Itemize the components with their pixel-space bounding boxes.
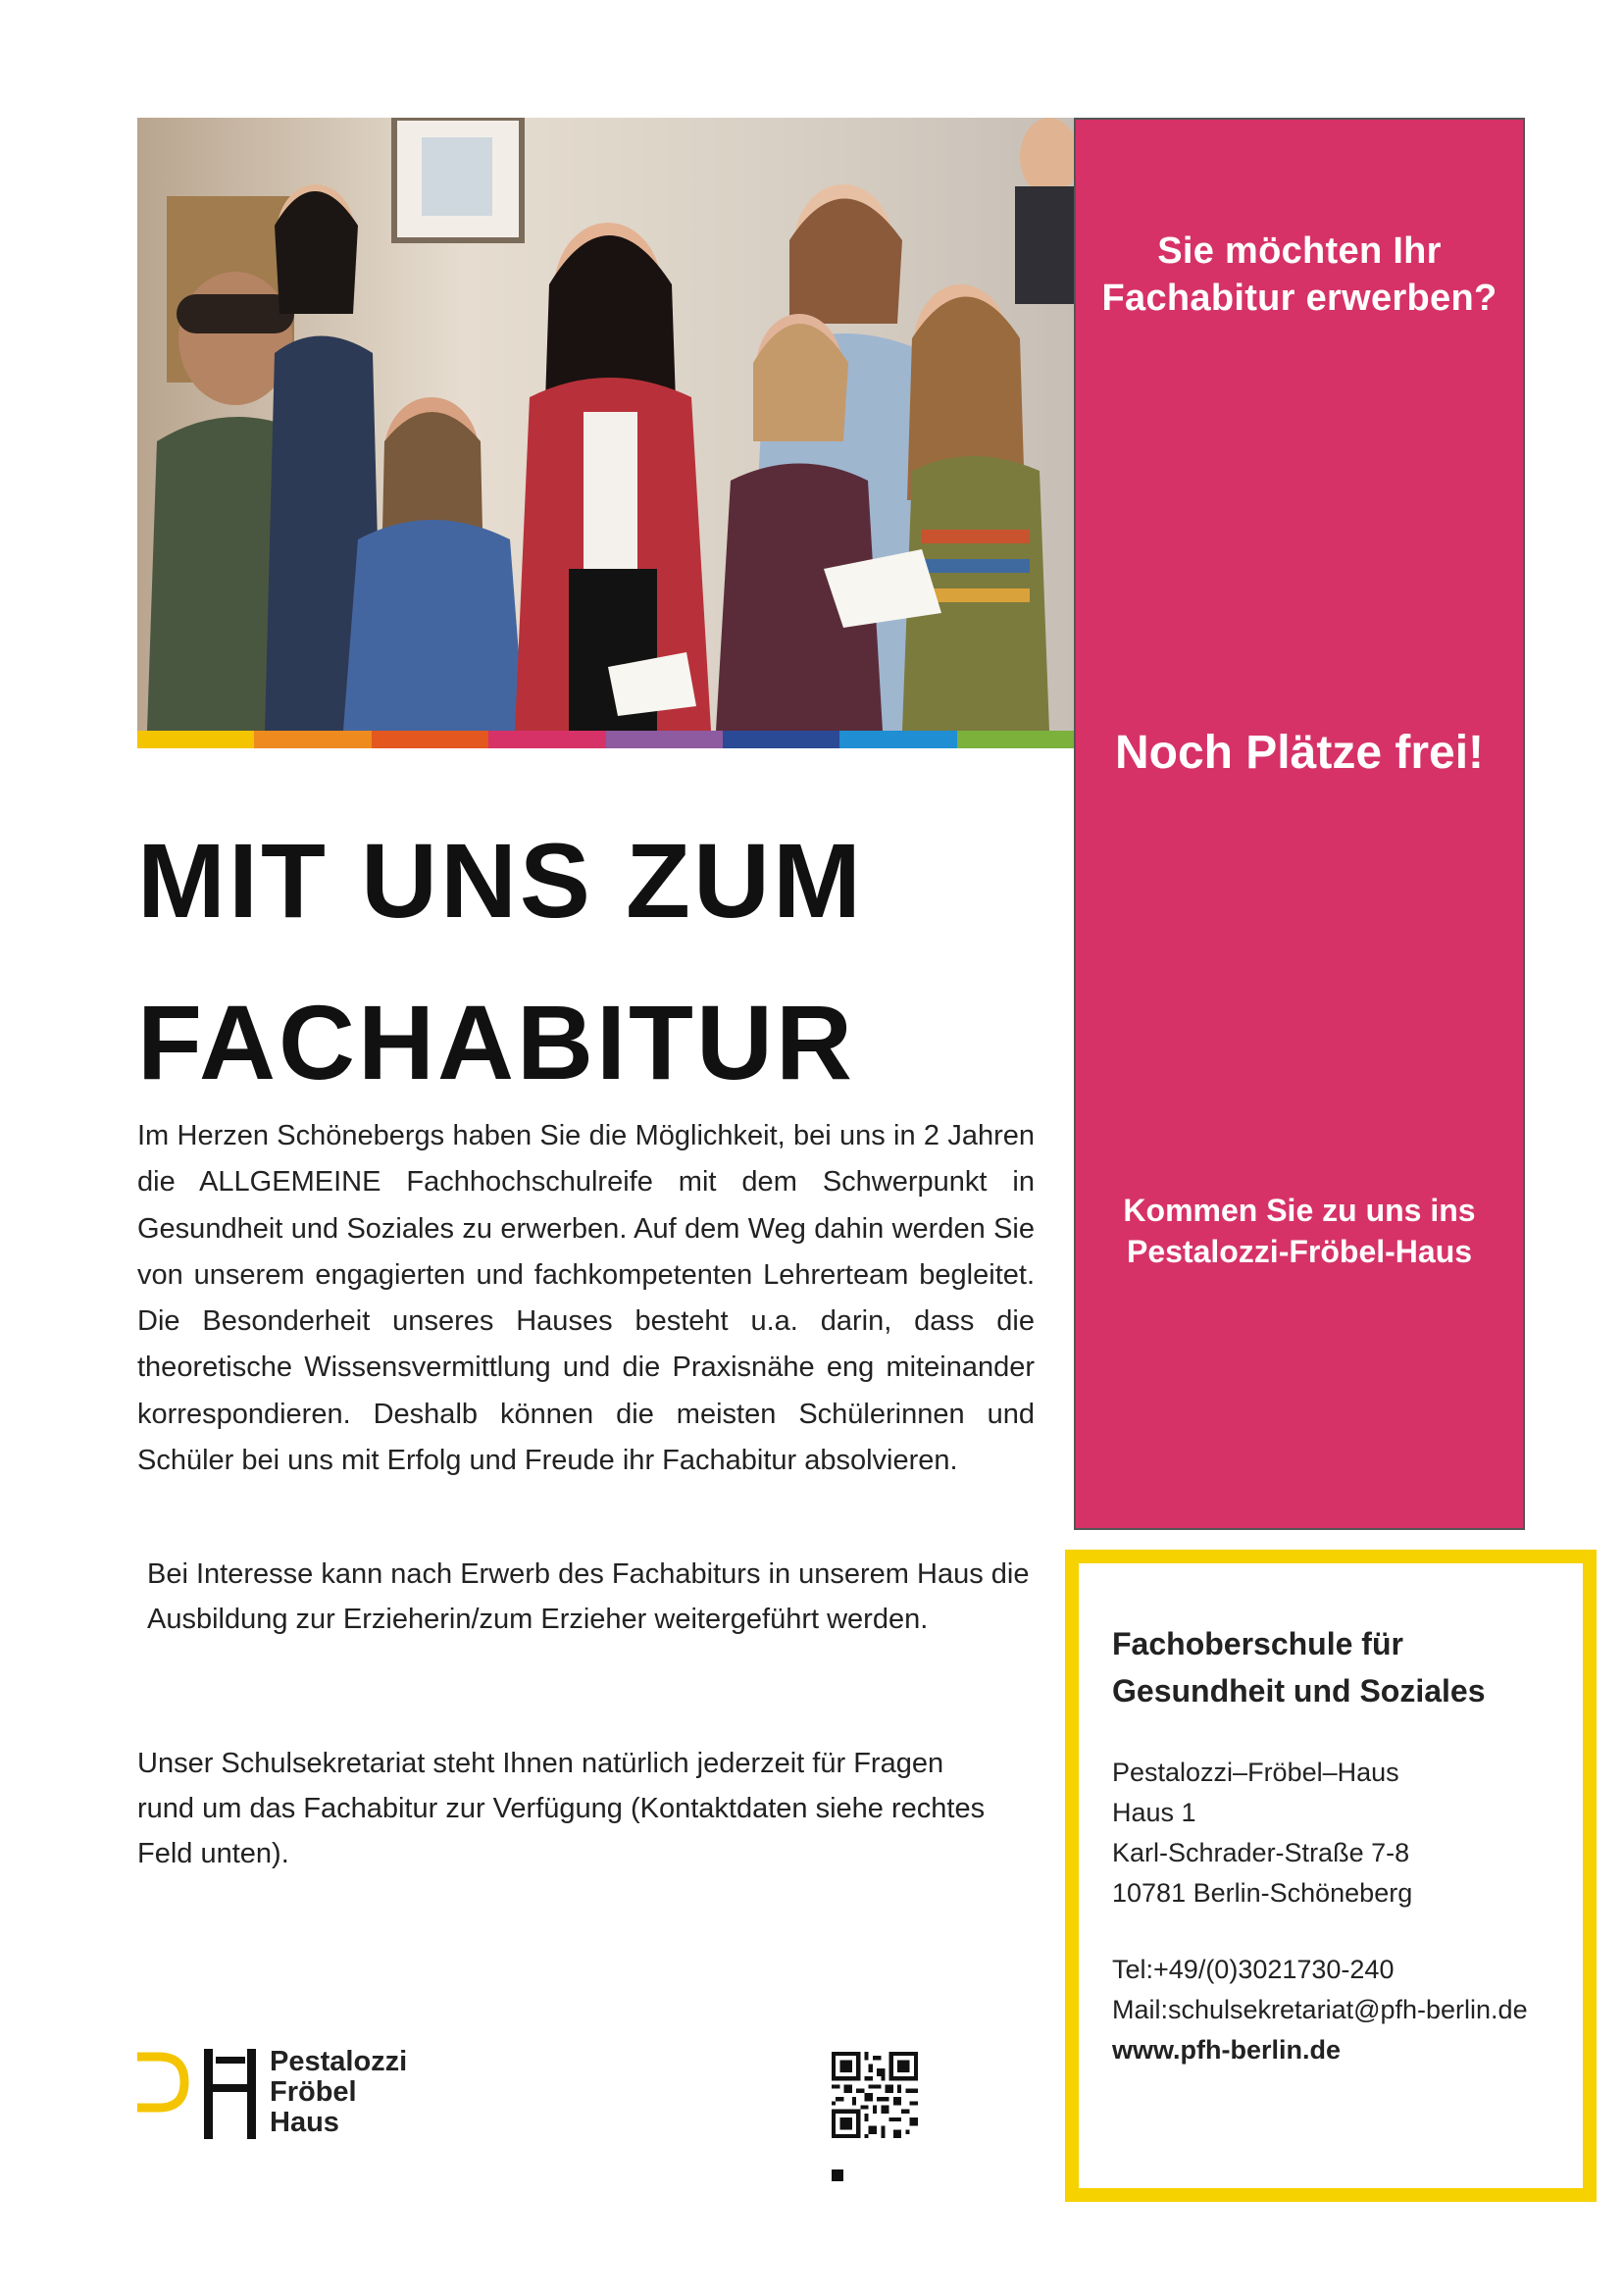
title-line: FACHABITUR [137, 983, 855, 1101]
phone-number: Tel:+49/(0)3021730-240 [1112, 1955, 1395, 1984]
address-line: 10781 Berlin-Schöneberg [1112, 1878, 1413, 1908]
color-segment [372, 731, 488, 748]
color-strip [137, 731, 1074, 748]
address-line: Karl-Schrader-Straße 7-8 [1112, 1838, 1410, 1867]
logo-wordmark-line: Fröbel [270, 2076, 357, 2108]
places-free-text: Noch Plätze frei! [1114, 727, 1485, 779]
color-segment [254, 731, 371, 748]
website-link[interactable]: www.pfh-berlin.de [1112, 2035, 1341, 2065]
postal-address [1112, 1753, 1412, 1913]
color-segment [137, 731, 254, 748]
panel-invitation-line: Pestalozzi-Fröbel-Haus [1126, 1234, 1473, 1269]
training-paragraph: Bei Interesse kann nach Erwerb des Fachabiturs in unserem Haus die Ausbildung zur Erzieherin/zum Erzieher weitergeführt werden. [147, 1558, 1030, 1635]
intro-paragraph: Im Herzen Schönebergs haben Sie die Möglichkeit, bei uns in 2 Jahren die ALLGEMEINE Fachhochschulreife mit dem Schwerpunkt in Gesundheit und Soziales zu erwerben. Auf dem Weg dahin werden Sie von unserem engagierten und fachkompetenten Lehrerteam begleitet. Die Besonderheit unseres Hauses besteht u.a. darin, dass die theoretische Wissensvermittlung und die Praxisnähe eng miteinander korrespondieren. Deshalb können die meisten Schülerinnen und Schüler bei uns mit Erfolg und Freude ihr Fachabitur absolvieren. [137, 1120, 1035, 1477]
logo-wordmark-line: Pestalozzi [270, 2046, 408, 2077]
school-name-line: Gesundheit und Soziales [1112, 1673, 1486, 1709]
color-segment [723, 731, 839, 748]
address-line: Haus 1 [1112, 1798, 1196, 1827]
panel-question [1074, 228, 1525, 322]
contact-box [1065, 1550, 1597, 2202]
school-name [1112, 1620, 1486, 1714]
contact-details [1112, 1950, 1528, 2070]
school-name-line: Fachoberschule für [1112, 1626, 1403, 1661]
logo-wordmark-line: Haus [270, 2107, 339, 2138]
panel-invitation-line: Kommen Sie zu uns ins [1123, 1193, 1476, 1228]
panel-invitation [1074, 1190, 1525, 1272]
qr-marker-dot [832, 2169, 843, 2181]
panel-question-line: Sie möchten Ihr [1157, 230, 1442, 272]
qr-code-icon [832, 2052, 918, 2138]
email-address[interactable]: Mail:schulsekretariat@pfh-berlin.de [1112, 1995, 1528, 2024]
pfh-logo-icon [137, 2045, 265, 2143]
pink-info-panel [1074, 118, 1525, 1530]
color-segment [488, 731, 605, 748]
group-of-students-photo [137, 118, 1074, 731]
color-segment [839, 731, 956, 748]
title-line: MIT UNS ZUM [137, 821, 864, 940]
hero-photo [137, 118, 1074, 731]
panel-question-line: Fachabitur erwerben? [1101, 278, 1497, 319]
pfh-logo [137, 2045, 431, 2143]
logo-wordmark [270, 2047, 407, 2138]
color-segment [606, 731, 723, 748]
address-line: Pestalozzi–Fröbel–Haus [1112, 1758, 1399, 1787]
color-segment [957, 731, 1074, 748]
page-title [137, 799, 1040, 1123]
secretariat-paragraph: Unser Schulsekretariat steht Ihnen natürlich jederzeit für Fragen rund um das Fachabitur zur Verfügung (Kontaktdaten siehe rechtes Feld unten). [137, 1748, 986, 1869]
